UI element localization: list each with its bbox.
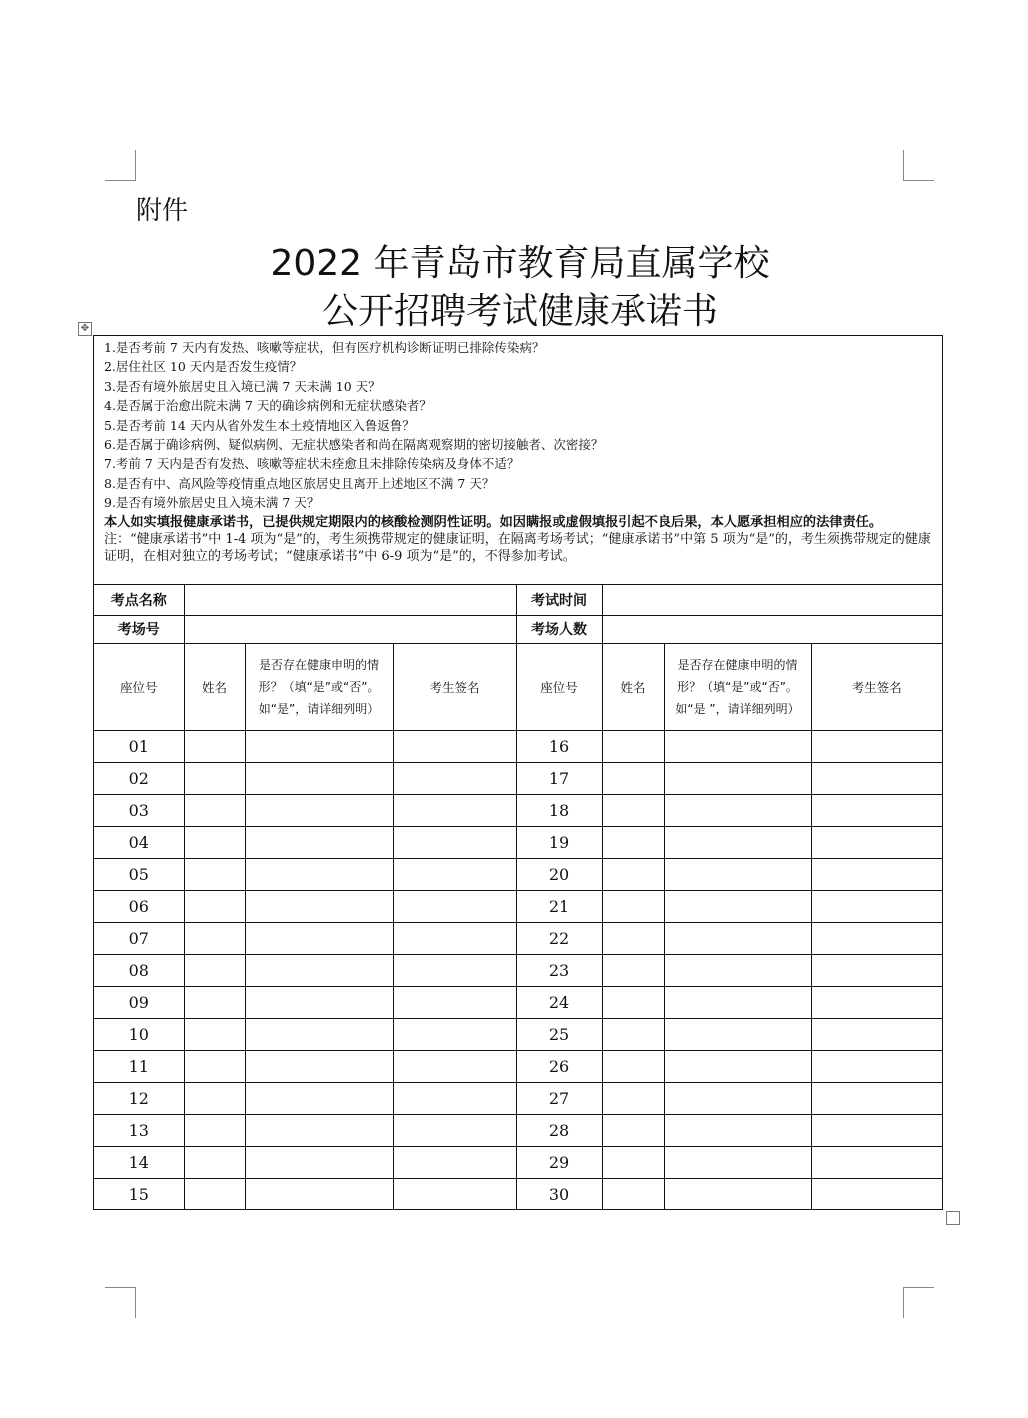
name-cell-left[interactable]	[184, 1178, 245, 1210]
question-6: 6.是否属于确诊病例、疑似病例、无症状感染者和尚在隔离观察期的密切接触者、次密接？	[104, 437, 604, 453]
name-cell-right[interactable]	[602, 1082, 664, 1114]
table-row	[94, 890, 942, 922]
seat-number-right: 25	[516, 1018, 602, 1050]
name-cell-left[interactable]	[184, 858, 245, 890]
signature-cell-left[interactable]	[393, 826, 516, 858]
seat-number-left: 15	[94, 1178, 184, 1210]
seat-number-left: 11	[94, 1050, 184, 1082]
seat-number-left: 04	[94, 826, 184, 858]
header-sign-right: 考生签名	[811, 643, 942, 730]
signature-cell-right[interactable]	[811, 986, 942, 1018]
question-5: 5.是否考前 14 天内从省外发生本土疫情地区入鲁返鲁？	[104, 417, 415, 433]
table-row	[94, 1018, 942, 1050]
name-cell-right[interactable]	[602, 1114, 664, 1146]
health-cell-right[interactable]	[664, 890, 811, 922]
signature-cell-left[interactable]	[393, 1178, 516, 1210]
table-move-handle-icon[interactable]: ✥	[78, 322, 92, 336]
seat-number-right: 16	[516, 730, 602, 762]
seat-number-right: 29	[516, 1146, 602, 1178]
seat-number-right: 19	[516, 826, 602, 858]
header-seat-right: 座位号	[516, 643, 602, 730]
health-cell-right[interactable]	[664, 1178, 811, 1210]
table-row	[94, 954, 942, 986]
signature-cell-right[interactable]	[811, 858, 942, 890]
signature-cell-left[interactable]	[393, 858, 516, 890]
question-9: 9.是否有境外旅居史且入境未满 7 天？	[104, 495, 320, 511]
seat-number-left: 02	[94, 762, 184, 794]
signature-cell-right[interactable]	[811, 794, 942, 826]
question-3: 3.是否有境外旅居史且入境已满 7 天未满 10 天？	[104, 378, 381, 394]
header-name-left: 姓名	[184, 643, 245, 730]
health-cell-left[interactable]	[245, 890, 393, 922]
header-sign-left: 考生签名	[393, 643, 516, 730]
seat-number-left: 13	[94, 1114, 184, 1146]
seat-number-left: 09	[94, 986, 184, 1018]
health-cell-left[interactable]	[245, 1018, 393, 1050]
seat-number-right: 30	[516, 1178, 602, 1210]
signature-cell-left[interactable]	[393, 762, 516, 794]
signature-cell-right[interactable]	[811, 762, 942, 794]
signature-cell-right[interactable]	[811, 890, 942, 922]
table-row	[94, 986, 942, 1018]
question-7: 7.考前 7 天内是否有发热、咳嗽等症状未痊愈且未排除传染病及身体不适？	[104, 456, 520, 472]
table-row	[94, 1050, 942, 1082]
health-cell-right[interactable]	[664, 762, 811, 794]
room-count-field[interactable]	[602, 615, 942, 643]
seat-number-right: 22	[516, 922, 602, 954]
name-cell-left[interactable]	[184, 826, 245, 858]
seat-number-left: 10	[94, 1018, 184, 1050]
pledge-notes-cell	[94, 336, 942, 585]
name-cell-right[interactable]	[602, 922, 664, 954]
seat-number-left: 08	[94, 954, 184, 986]
table-row	[94, 858, 942, 890]
signature-cell-left[interactable]	[393, 730, 516, 762]
exam-time-field[interactable]	[602, 585, 942, 615]
signature-cell-left[interactable]	[393, 986, 516, 1018]
name-cell-left[interactable]	[184, 890, 245, 922]
health-cell-right[interactable]	[664, 826, 811, 858]
crop-mark-bottom-left	[105, 1287, 136, 1318]
room-number-field[interactable]	[184, 615, 516, 643]
signature-cell-right[interactable]	[811, 954, 942, 986]
health-cell-left[interactable]	[245, 794, 393, 826]
health-cell-right[interactable]	[664, 922, 811, 954]
crop-mark-bottom-right	[903, 1287, 934, 1318]
signature-cell-left[interactable]	[393, 1050, 516, 1082]
signature-cell-right[interactable]	[811, 1018, 942, 1050]
health-cell-left[interactable]	[245, 858, 393, 890]
site-name-label: 考点名称	[94, 585, 184, 615]
signature-cell-right[interactable]	[811, 1146, 942, 1178]
signature-cell-right[interactable]	[811, 730, 942, 762]
signature-cell-left[interactable]	[393, 954, 516, 986]
health-cell-right[interactable]	[664, 730, 811, 762]
health-cell-left[interactable]	[245, 922, 393, 954]
seat-number-left: 14	[94, 1146, 184, 1178]
health-cell-right[interactable]	[664, 1018, 811, 1050]
question-1: 1.是否考前 7 天内有发热、咳嗽等症状，但有医疗机构诊断证明已排除传染病？	[104, 340, 545, 355]
health-cell-left[interactable]	[245, 730, 393, 762]
health-cell-left[interactable]	[245, 1050, 393, 1082]
signature-cell-left[interactable]	[393, 890, 516, 922]
name-cell-left[interactable]	[184, 730, 245, 762]
name-cell-left[interactable]	[184, 954, 245, 986]
header-name-right: 姓名	[602, 643, 664, 730]
seat-number-right: 21	[516, 890, 602, 922]
name-cell-left[interactable]	[184, 1114, 245, 1146]
header-health-left: 是否存在健康申明的情形？（填“是”或“否”。如“是”，请详细列明）	[245, 643, 393, 730]
name-cell-right[interactable]	[602, 762, 664, 794]
health-cell-right[interactable]	[664, 858, 811, 890]
seat-number-left: 12	[94, 1082, 184, 1114]
crop-mark-top-right	[903, 150, 934, 181]
health-cell-left[interactable]	[245, 826, 393, 858]
health-cell-left[interactable]	[245, 762, 393, 794]
table-row	[94, 922, 942, 954]
health-cell-left[interactable]	[245, 1146, 393, 1178]
table-row	[94, 762, 942, 794]
signature-cell-left[interactable]	[393, 1114, 516, 1146]
seat-number-right: 28	[516, 1114, 602, 1146]
document-title-line2: 公开招聘考试健康承诺书	[321, 291, 718, 332]
name-cell-right[interactable]	[602, 986, 664, 1018]
pledge-statement: 本人如实填报健康承诺书，已提供规定期限内的核酸检测阴性证明。如因瞒报或虚假填报引起不良后果，本人愿承担相应的法律责任。	[104, 514, 883, 530]
table-row	[94, 730, 942, 762]
signature-cell-left[interactable]	[393, 1018, 516, 1050]
name-cell-right[interactable]	[602, 1050, 664, 1082]
health-cell-right[interactable]	[664, 986, 811, 1018]
name-cell-left[interactable]	[184, 1146, 245, 1178]
health-cell-right[interactable]	[664, 954, 811, 986]
name-cell-left[interactable]	[184, 794, 245, 826]
site-name-field[interactable]	[184, 585, 516, 615]
name-cell-left[interactable]	[184, 1018, 245, 1050]
table-row	[94, 1082, 942, 1114]
seat-table	[94, 585, 942, 1210]
name-cell-right[interactable]	[602, 954, 664, 986]
health-cell-right[interactable]	[664, 1146, 811, 1178]
health-cell-left[interactable]	[245, 1082, 393, 1114]
header-health-right: 是否存在健康申明的情形？（填“是”或“否”。如“是 ”，请详细列明）	[664, 643, 811, 730]
seat-number-right: 17	[516, 762, 602, 794]
name-cell-right[interactable]	[602, 890, 664, 922]
name-cell-right[interactable]	[602, 826, 664, 858]
room-count-label: 考场人数	[516, 615, 602, 643]
signature-cell-left[interactable]	[393, 794, 516, 826]
table-resize-handle-icon[interactable]	[946, 1211, 960, 1225]
health-cell-right[interactable]	[664, 1082, 811, 1114]
health-cell-left[interactable]	[245, 954, 393, 986]
seat-number-left: 05	[94, 858, 184, 890]
name-cell-right[interactable]	[602, 858, 664, 890]
seat-number-right: 18	[516, 794, 602, 826]
seat-number-left: 01	[94, 730, 184, 762]
health-cell-right[interactable]	[664, 1050, 811, 1082]
signature-cell-left[interactable]	[393, 922, 516, 954]
signature-cell-left[interactable]	[393, 1146, 516, 1178]
seat-number-right: 24	[516, 986, 602, 1018]
table-row	[94, 1114, 942, 1146]
health-pledge-table	[93, 335, 943, 1210]
seat-number-left: 03	[94, 794, 184, 826]
seat-number-right: 27	[516, 1082, 602, 1114]
signature-cell-right[interactable]	[811, 1178, 942, 1210]
table-row	[94, 1178, 942, 1210]
health-cell-right[interactable]	[664, 1114, 811, 1146]
name-cell-right[interactable]	[602, 1178, 664, 1210]
question-4: 4.是否属于治愈出院未满 7 天的确诊病例和无症状感染者？	[104, 398, 432, 414]
name-cell-left[interactable]	[184, 1082, 245, 1114]
name-cell-left[interactable]	[184, 922, 245, 954]
health-cell-right[interactable]	[664, 794, 811, 826]
signature-cell-right[interactable]	[811, 922, 942, 954]
document-title-line1: 2022 年青岛市教育局直属学校	[270, 243, 770, 284]
name-cell-right[interactable]	[602, 1146, 664, 1178]
seat-number-left: 07	[94, 922, 184, 954]
signature-cell-right[interactable]	[811, 1050, 942, 1082]
table-row	[94, 826, 942, 858]
name-cell-right[interactable]	[602, 794, 664, 826]
attachment-label: 附件	[136, 196, 189, 226]
name-cell-right[interactable]	[602, 1018, 664, 1050]
note-text: 注：“健康承诺书”中 1-4 项为“是”的，考生须携带规定的健康证明，在隔离考场考试；“健康承诺书”中第 5 项为“是”的，考生须携带规定的健康证明，在相对独立的考场考试；“健康承诺书”中 6-9 项为“是”的，不得参加考试。	[104, 531, 931, 564]
header-seat-left: 座位号	[94, 643, 184, 730]
room-number-label: 考场号	[94, 615, 184, 643]
seat-number-right: 26	[516, 1050, 602, 1082]
health-cell-left[interactable]	[245, 986, 393, 1018]
health-cell-left[interactable]	[245, 1114, 393, 1146]
exam-time-label: 考试时间	[516, 585, 602, 615]
table-row	[94, 794, 942, 826]
crop-mark-top-left	[105, 150, 136, 181]
table-row	[94, 1146, 942, 1178]
seat-number-right: 20	[516, 858, 602, 890]
signature-cell-left[interactable]	[393, 1082, 516, 1114]
seat-number-left: 06	[94, 890, 184, 922]
name-cell-right[interactable]	[602, 730, 664, 762]
question-2: 2.居住社区 10 天内是否发生疫情？	[104, 359, 303, 375]
seat-number-right: 23	[516, 954, 602, 986]
question-8: 8.是否有中、高风险等疫情重点地区旅居史且离开上述地区不满 7 天？	[104, 475, 495, 491]
name-cell-left[interactable]	[184, 1050, 245, 1082]
signature-cell-right[interactable]	[811, 1082, 942, 1114]
name-cell-left[interactable]	[184, 986, 245, 1018]
signature-cell-right[interactable]	[811, 1114, 942, 1146]
health-cell-left[interactable]	[245, 1178, 393, 1210]
signature-cell-right[interactable]	[811, 826, 942, 858]
name-cell-left[interactable]	[184, 762, 245, 794]
